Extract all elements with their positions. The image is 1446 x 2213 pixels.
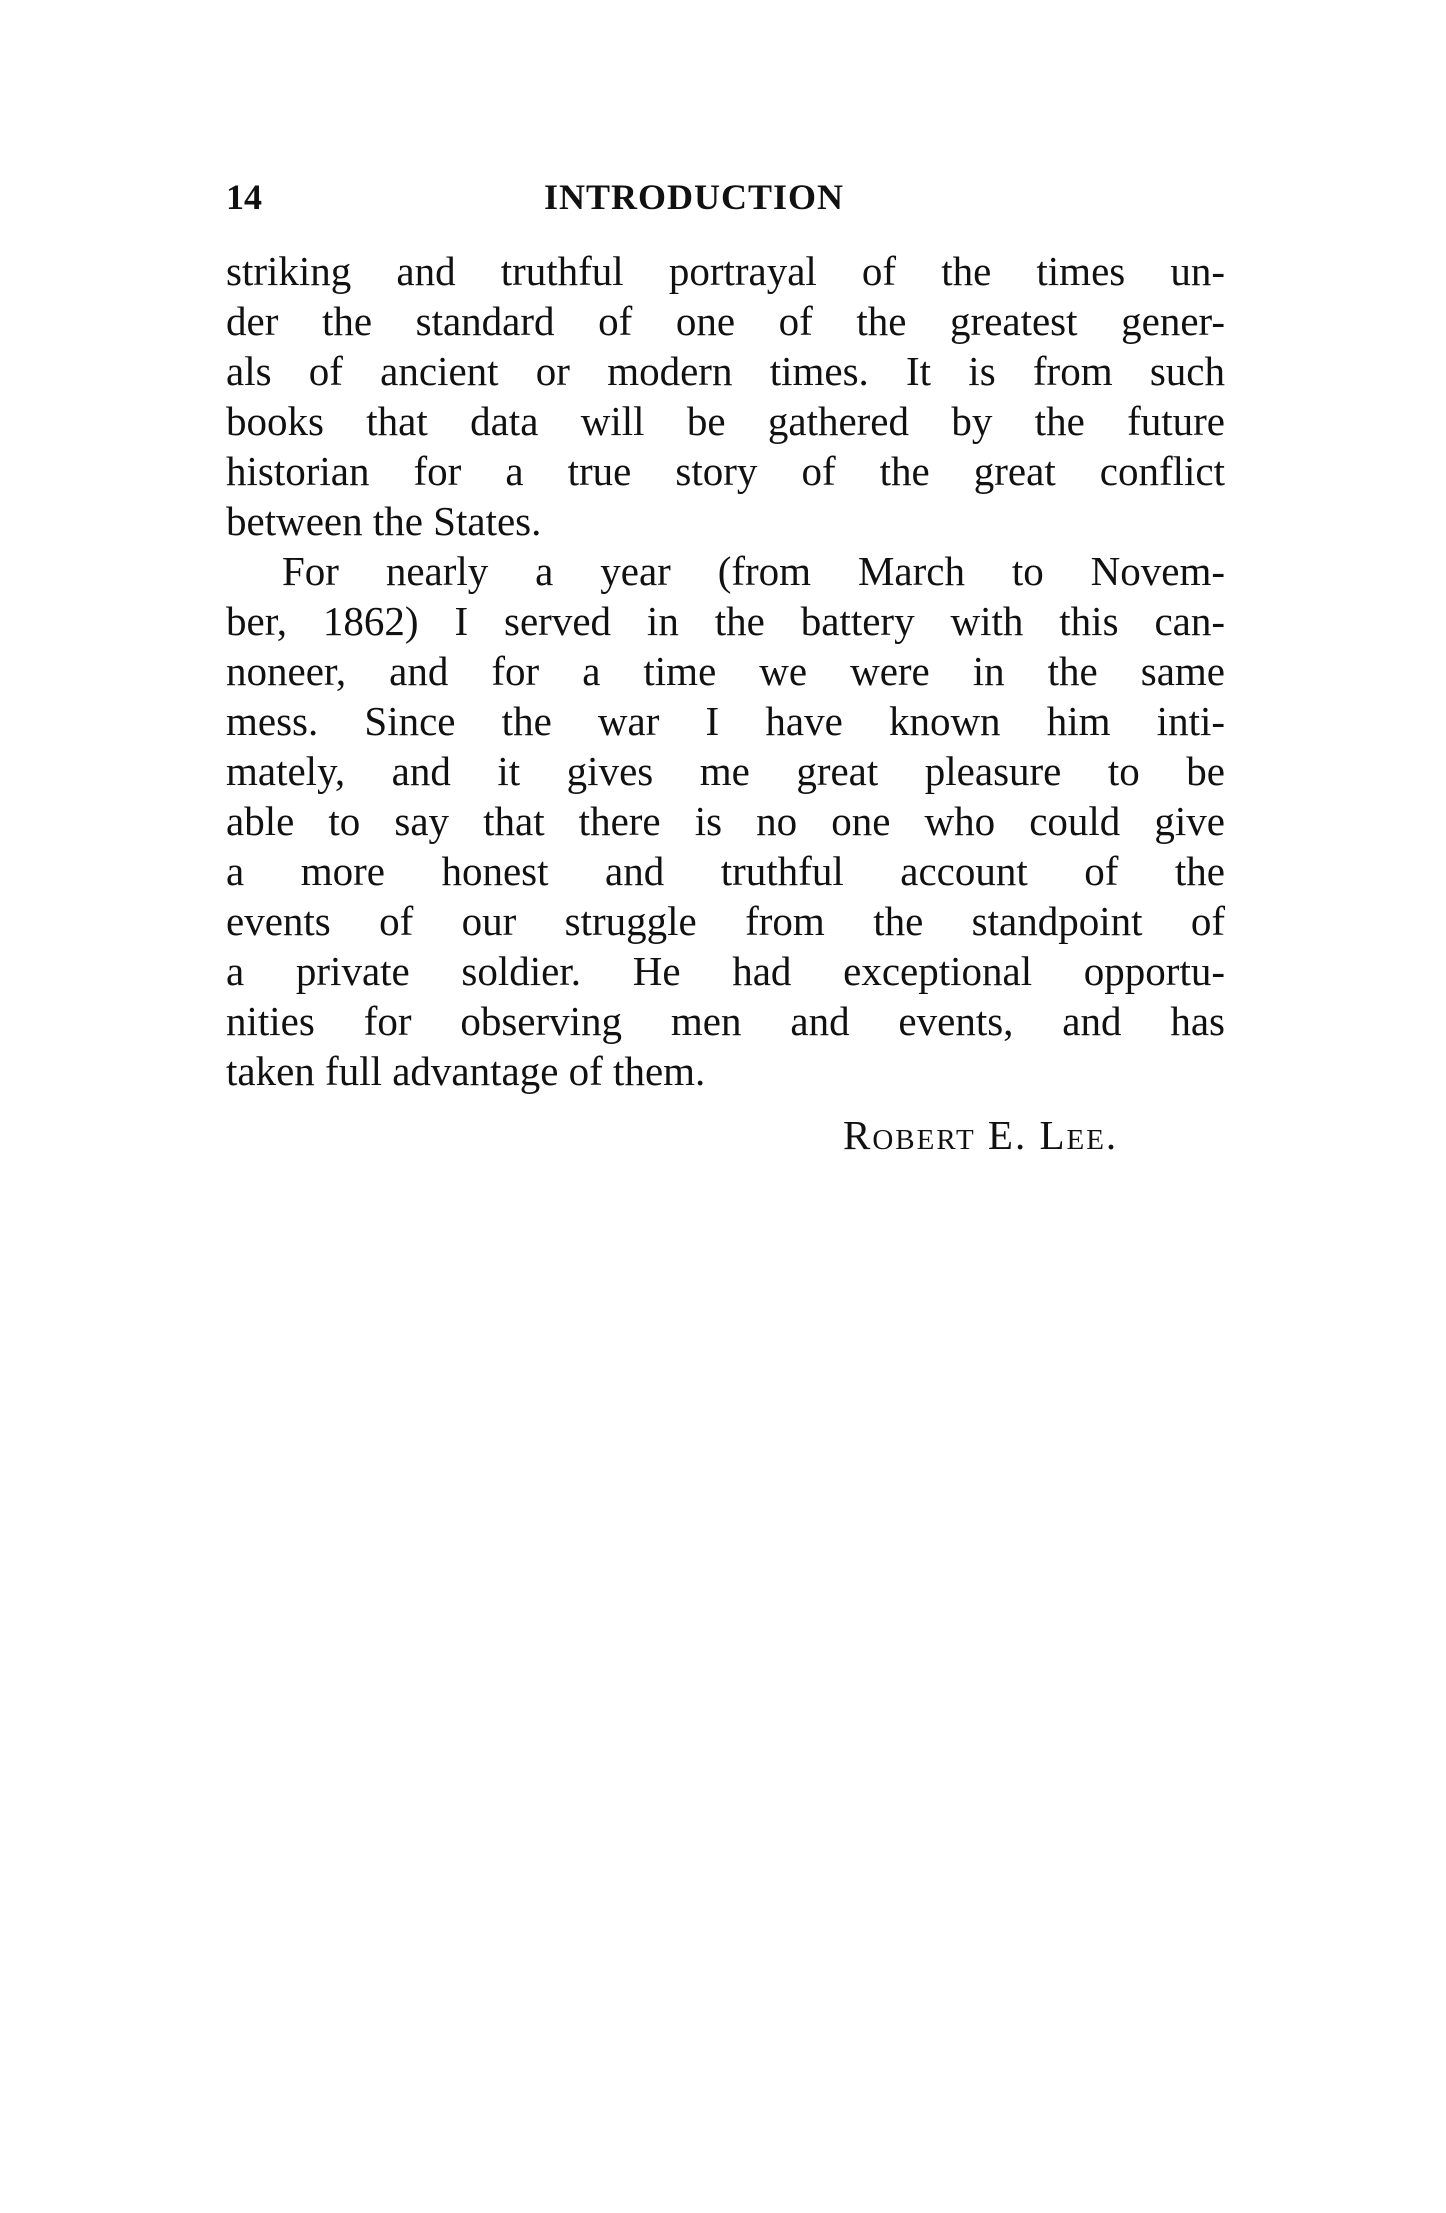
text-line: a more honest and truthful account of the [226, 848, 1225, 894]
text-line: striking and truthful portrayal of the times un- [226, 248, 1225, 294]
text-line: mess. Since the war I have known him inti- [226, 698, 1225, 744]
text-line: ber, 1862) I served in the battery with this can- [226, 598, 1225, 644]
text-line: able to say that there is no one who could give [226, 798, 1225, 844]
text-line: mately, and it gives me great pleasure to be [226, 748, 1225, 794]
text-line: noneer, and for a time we were in the same [226, 648, 1225, 694]
text-line: historian for a true story of the great conflict [226, 448, 1225, 494]
text-line: taken full advantage of them. [226, 1048, 706, 1094]
running-head [226, 176, 1226, 236]
body-text [226, 246, 1225, 1096]
text-line: books that data will be gathered by the future [226, 398, 1225, 444]
signature: Robert E. Lee. [843, 1112, 1119, 1158]
text-line: als of ancient or modern times. It is from such [226, 348, 1225, 394]
text-line: a private soldier. He had exceptional opportu- [226, 948, 1225, 994]
page-number: 14 [226, 177, 262, 217]
text-line: der the standard of one of the greatest gener- [226, 298, 1225, 344]
text-line: For nearly a year (from March to Novem- [282, 548, 1225, 594]
text-line: between the States. [226, 498, 542, 544]
text-line: events of our struggle from the standpoint of [226, 898, 1225, 944]
running-title: INTRODUCTION [544, 177, 845, 217]
text-line: nities for observing men and events, and has [226, 998, 1225, 1044]
